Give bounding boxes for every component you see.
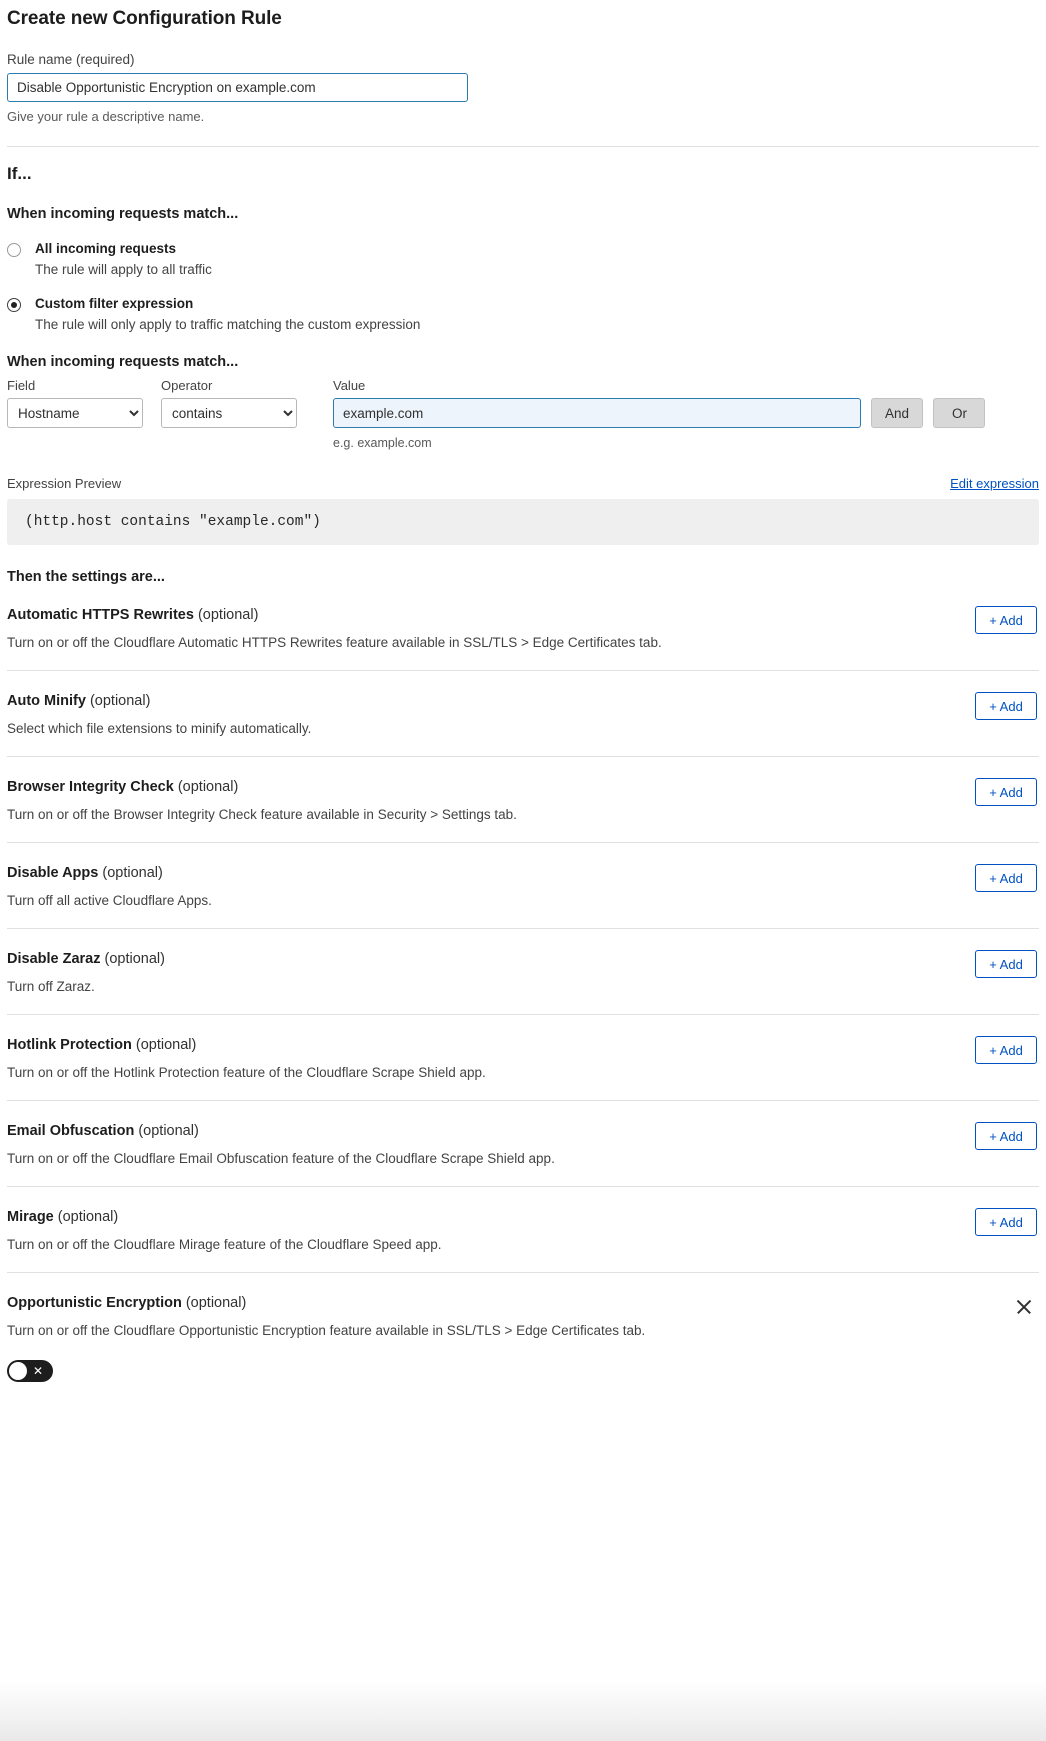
radio-icon-custom-filter[interactable] bbox=[7, 298, 21, 312]
add-button[interactable]: + Add bbox=[975, 692, 1037, 720]
setting-name-text: Automatic HTTPS Rewrites bbox=[7, 607, 194, 624]
expression-builder-row bbox=[7, 378, 1039, 450]
value-input[interactable] bbox=[333, 398, 861, 428]
setting-name-text: Mirage bbox=[7, 1209, 54, 1226]
add-button[interactable]: + Add bbox=[975, 950, 1037, 978]
setting-mirage bbox=[7, 1187, 1039, 1273]
match-label: When incoming requests match... bbox=[7, 206, 239, 222]
add-button[interactable]: + Add bbox=[975, 1122, 1037, 1150]
radio-desc-all-requests: The rule will apply to all traffic bbox=[35, 262, 212, 278]
toggle-off-icon: ✕ bbox=[32, 1364, 43, 1379]
operator-column bbox=[161, 378, 297, 428]
setting-optional-text: (optional) bbox=[57, 1209, 119, 1226]
toggle-knob bbox=[9, 1362, 27, 1380]
radio-icon-all-requests[interactable] bbox=[7, 243, 21, 257]
radio-desc-custom-filter: The rule will only apply to traffic matching the custom expression bbox=[35, 317, 421, 333]
value-helper: e.g. example.com bbox=[333, 436, 432, 451]
setting-hotlink-protection bbox=[7, 1015, 1039, 1101]
setting-optional-text: (optional) bbox=[185, 1295, 247, 1312]
setting-name-text: Browser Integrity Check bbox=[7, 779, 174, 796]
setting-email-obfuscation bbox=[7, 1101, 1039, 1187]
radio-label-custom-filter: Custom filter expression bbox=[35, 296, 194, 312]
setting-opportunistic-encryption bbox=[7, 1273, 1039, 1402]
page-title: Create new Configuration Rule bbox=[7, 8, 282, 29]
setting-description: Turn on or off the Hotlink Protection feature of the Cloudflare Scrape Shield app. bbox=[7, 1065, 486, 1081]
setting-description: Turn on or off the Cloudflare Automatic HTTPS Rewrites feature available in SSL/TLS > Edge Certificates tab. bbox=[7, 635, 662, 651]
setting-disable-apps bbox=[7, 843, 1039, 929]
field-column bbox=[7, 378, 143, 428]
value-column bbox=[333, 378, 861, 450]
bottom-fade-overlay bbox=[0, 1681, 1046, 1741]
setting-optional-text: (optional) bbox=[104, 951, 165, 968]
setting-title bbox=[7, 1123, 1039, 1139]
configuration-rule-form bbox=[0, 4, 1046, 1741]
add-button[interactable]: + Add bbox=[975, 606, 1037, 634]
setting-optional-text: (optional) bbox=[102, 865, 163, 882]
field-select[interactable] bbox=[7, 398, 143, 428]
setting-description: Select which file extensions to minify automatically. bbox=[7, 721, 312, 737]
setting-title bbox=[7, 865, 1039, 881]
setting-name-text: Disable Zaraz bbox=[7, 951, 101, 968]
add-button[interactable]: + Add bbox=[975, 1036, 1037, 1064]
setting-title bbox=[7, 1037, 1039, 1053]
setting-title bbox=[7, 779, 1039, 795]
setting-optional-text: (optional) bbox=[135, 1037, 197, 1054]
operator-column-label: Operator bbox=[161, 378, 213, 394]
opportunistic-encryption-toggle[interactable] bbox=[7, 1360, 53, 1382]
setting-description: Turn on or off the Cloudflare Email Obfuscation feature of the Cloudflare Scrape Shield app. bbox=[7, 1151, 555, 1167]
expression-preview-label: Expression Preview bbox=[7, 476, 122, 492]
setting-title bbox=[7, 607, 1039, 623]
expression-preview-box: (http.host contains "example.com") bbox=[7, 499, 1039, 545]
setting-disable-zaraz bbox=[7, 929, 1039, 1015]
and-button[interactable]: And bbox=[871, 398, 923, 428]
radio-label-all-requests: All incoming requests bbox=[35, 241, 177, 256]
setting-optional-text: (optional) bbox=[138, 1123, 199, 1140]
setting-description: Turn on or off the Cloudflare Opportunistic Encryption feature available in SSL/TLS > Edge Certificates tab. bbox=[7, 1323, 646, 1339]
setting-description: Turn on or off the Browser Integrity Check feature available in Security > Settings tab. bbox=[7, 807, 517, 823]
if-heading: If... bbox=[7, 164, 32, 183]
rule-name-helper: Give your rule a descriptive name. bbox=[7, 109, 205, 124]
divider bbox=[7, 146, 1039, 147]
rule-name-input[interactable] bbox=[7, 73, 468, 102]
setting-name-text: Disable Apps bbox=[7, 865, 99, 882]
add-button[interactable]: + Add bbox=[975, 1208, 1037, 1236]
setting-title bbox=[7, 693, 1039, 709]
close-icon[interactable] bbox=[1014, 1297, 1034, 1317]
radio-option-all-requests[interactable] bbox=[7, 241, 1039, 277]
setting-description: Turn off all active Cloudflare Apps. bbox=[7, 893, 212, 909]
radio-option-custom-filter[interactable] bbox=[7, 296, 1039, 332]
expression-heading: When incoming requests match... bbox=[7, 354, 239, 371]
or-button[interactable]: Or bbox=[933, 398, 985, 428]
add-button[interactable]: + Add bbox=[975, 864, 1037, 892]
expression-preview-header bbox=[7, 476, 1039, 491]
setting-auto-minify bbox=[7, 671, 1039, 757]
setting-title bbox=[7, 1209, 1039, 1225]
logic-buttons-spacer bbox=[871, 378, 985, 393]
setting-title bbox=[7, 1295, 1039, 1311]
add-button[interactable]: + Add bbox=[975, 778, 1037, 806]
setting-name-text: Opportunistic Encryption bbox=[7, 1295, 182, 1312]
then-heading: Then the settings are... bbox=[7, 569, 165, 586]
setting-automatic-https-rewrites bbox=[7, 585, 1039, 671]
operator-select[interactable] bbox=[161, 398, 297, 428]
setting-name-text: Auto Minify bbox=[7, 693, 86, 710]
logic-buttons bbox=[871, 378, 985, 428]
setting-title bbox=[7, 951, 1039, 967]
setting-description: Turn off Zaraz. bbox=[7, 979, 95, 995]
value-column-label: Value bbox=[333, 378, 366, 394]
setting-optional-text: (optional) bbox=[89, 693, 151, 710]
setting-optional-text: (optional) bbox=[177, 779, 239, 796]
field-column-label: Field bbox=[7, 378, 36, 394]
rule-name-label: Rule name (required) bbox=[7, 52, 135, 67]
setting-name-text: Email Obfuscation bbox=[7, 1123, 135, 1140]
edit-expression-link[interactable]: Edit expression bbox=[950, 476, 1039, 492]
setting-browser-integrity-check bbox=[7, 757, 1039, 843]
setting-description: Turn on or off the Cloudflare Mirage feature of the Cloudflare Speed app. bbox=[7, 1237, 442, 1253]
setting-optional-text: (optional) bbox=[197, 607, 259, 624]
setting-name-text: Hotlink Protection bbox=[7, 1037, 132, 1054]
